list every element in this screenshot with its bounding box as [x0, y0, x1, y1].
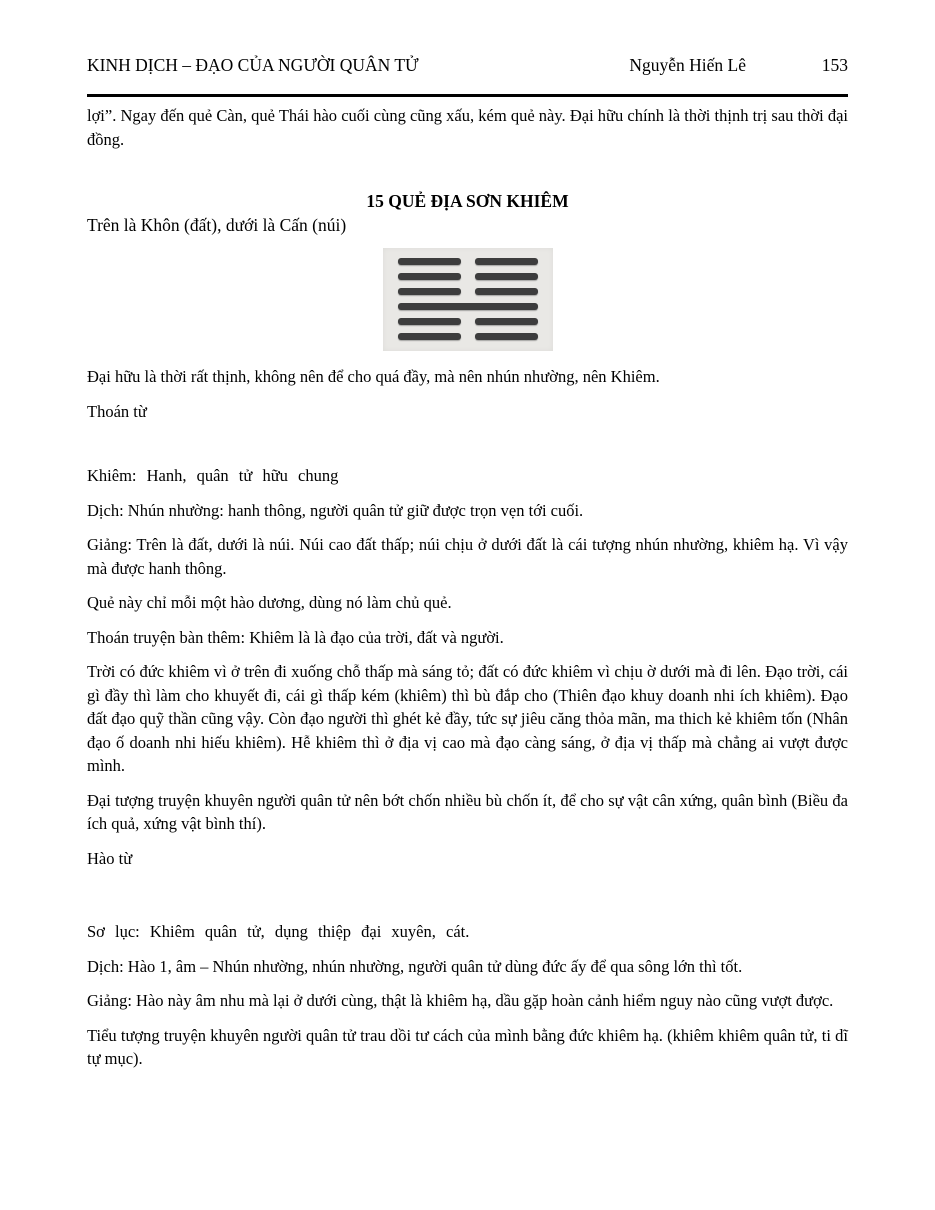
- body-paragraph: Quẻ này chỉ mỗi một hào dương, dùng nó làm chủ quẻ.: [87, 593, 452, 612]
- section-label-thoan-tu: Thoán từ: [87, 401, 147, 421]
- body-paragraph: Dịch: Nhún nhường: hanh thông, người quân tử giữ được trọn vẹn tới cuối.: [87, 500, 584, 520]
- body-paragraph: Thoán truyện bàn thêm: Khiêm là là đạo của trời, đất và người.: [87, 627, 504, 647]
- hexagram-bar: [398, 318, 461, 325]
- body-paragraph: Tiểu tượng truyện khuyên người quân tử trau dồi tư cách của mình bằng đức khiêm hạ. (khiêm khiêm quân tử, ti dĩ tự mục).: [87, 1025, 848, 1068]
- chapter-title: 15 QUẺ ĐỊA SƠN KHIÊM: [366, 191, 569, 211]
- intro-paragraph: lợi”. Ngay đến quẻ Càn, quẻ Thái hào cuối cùng cũng xấu, kém quẻ này. Đại hữu chính là thời thịnh trị sau thời đại đồng.: [87, 106, 848, 149]
- chapter-subtitle: Trên là Khôn (đất), dưới là Cấn (núi): [87, 214, 347, 235]
- body-paragraph: Đại tượng truyện khuyên người quân tử nên bớt chốn nhiều bù chốn ít, để cho sự vật cân xứng, quân bình (Biều đa ích quả, xứng vật bình thí).: [87, 790, 848, 833]
- hexagram-bar: [475, 273, 538, 280]
- hexagram-line-solid: [398, 303, 538, 310]
- hexagram-bar: [475, 333, 538, 340]
- hexagram-line-broken: [398, 288, 538, 295]
- hexagram-bar: [475, 258, 538, 265]
- header-page-number: 153: [821, 55, 848, 75]
- header-author: Nguyễn Hiến Lê: [629, 55, 746, 75]
- quote-paragraph: Khiêm: Hanh, quân tử hữu chung: [87, 466, 339, 485]
- body-paragraph: Dịch: Hào 1, âm – Nhún nhường, nhún nhường, người quân tử dùng đức ấy để qua sông lớn thì tốt.: [87, 956, 743, 976]
- hexagram-line-broken: [398, 318, 538, 325]
- page-header: [87, 52, 848, 97]
- hexagram-bar: [398, 273, 461, 280]
- body-paragraph: Giảng: Hào này âm nhu mà lại ở dưới cùng, thật là khiêm hạ, dầu gặp hoàn cảnh hiểm nguy nào cũng vượt được.: [87, 991, 834, 1010]
- hexagram-bar: [398, 303, 538, 310]
- body-paragraph: Giảng: Trên là đất, dưới là núi. Núi cao đất thấp; núi chịu ở dưới đất là cái tượng nhún nhường, khiêm hạ. Vì vậy mà được hanh thông.: [87, 535, 848, 578]
- hexagram-bar: [398, 333, 461, 340]
- hexagram-line-broken: [398, 273, 538, 280]
- section-label-hao-tu: Hào từ: [87, 848, 133, 868]
- hexagram-line-broken: [398, 333, 538, 340]
- header-book-title: KINH DỊCH – ĐẠO CỦA NGƯỜI QUÂN TỬ: [87, 55, 419, 75]
- hexagram-bar: [398, 258, 461, 265]
- hexagram-line-broken: [398, 258, 538, 265]
- page-body: [87, 104, 848, 1071]
- hexagram-figure: [383, 248, 553, 351]
- quote-paragraph: Sơ lục: Khiêm quân tử, dụng thiệp đại xuyên, cát.: [87, 922, 470, 941]
- hexagram-bar: [475, 318, 538, 325]
- body-paragraph: Trời có đức khiêm vì ở trên đi xuống chỗ thấp mà sáng tỏ; đất có đức khiêm vì chịu ờ dưới mà đi lên. Đạo trời, cái gì đầy thì làm cho khuyết đi, cái gì thấp kém (khiêm) thì bù đắp cho (Thiên đạo khuy doanh nhi ích khiêm). Đạo đất đạo quỹ thần cũng vậy. Còn đạo người thì ghét kẻ đầy, tức sự jiêu căng thỏa mãn, ma thich kẻ khiêm tốn (Nhân đạo ố doanh nhi hiếu khiêm). Hễ khiêm thì ở địa vị cao mà đạo càng sáng, ở địa vị thấp mà chẳng ai vượt được mình.: [87, 662, 848, 775]
- body-paragraph: Đại hữu là thời rất thịnh, không nên để cho quá đầy, mà nên nhún nhường, nên Khiêm.: [87, 367, 660, 386]
- hexagram-bar: [398, 288, 461, 295]
- hexagram-bar: [475, 288, 538, 295]
